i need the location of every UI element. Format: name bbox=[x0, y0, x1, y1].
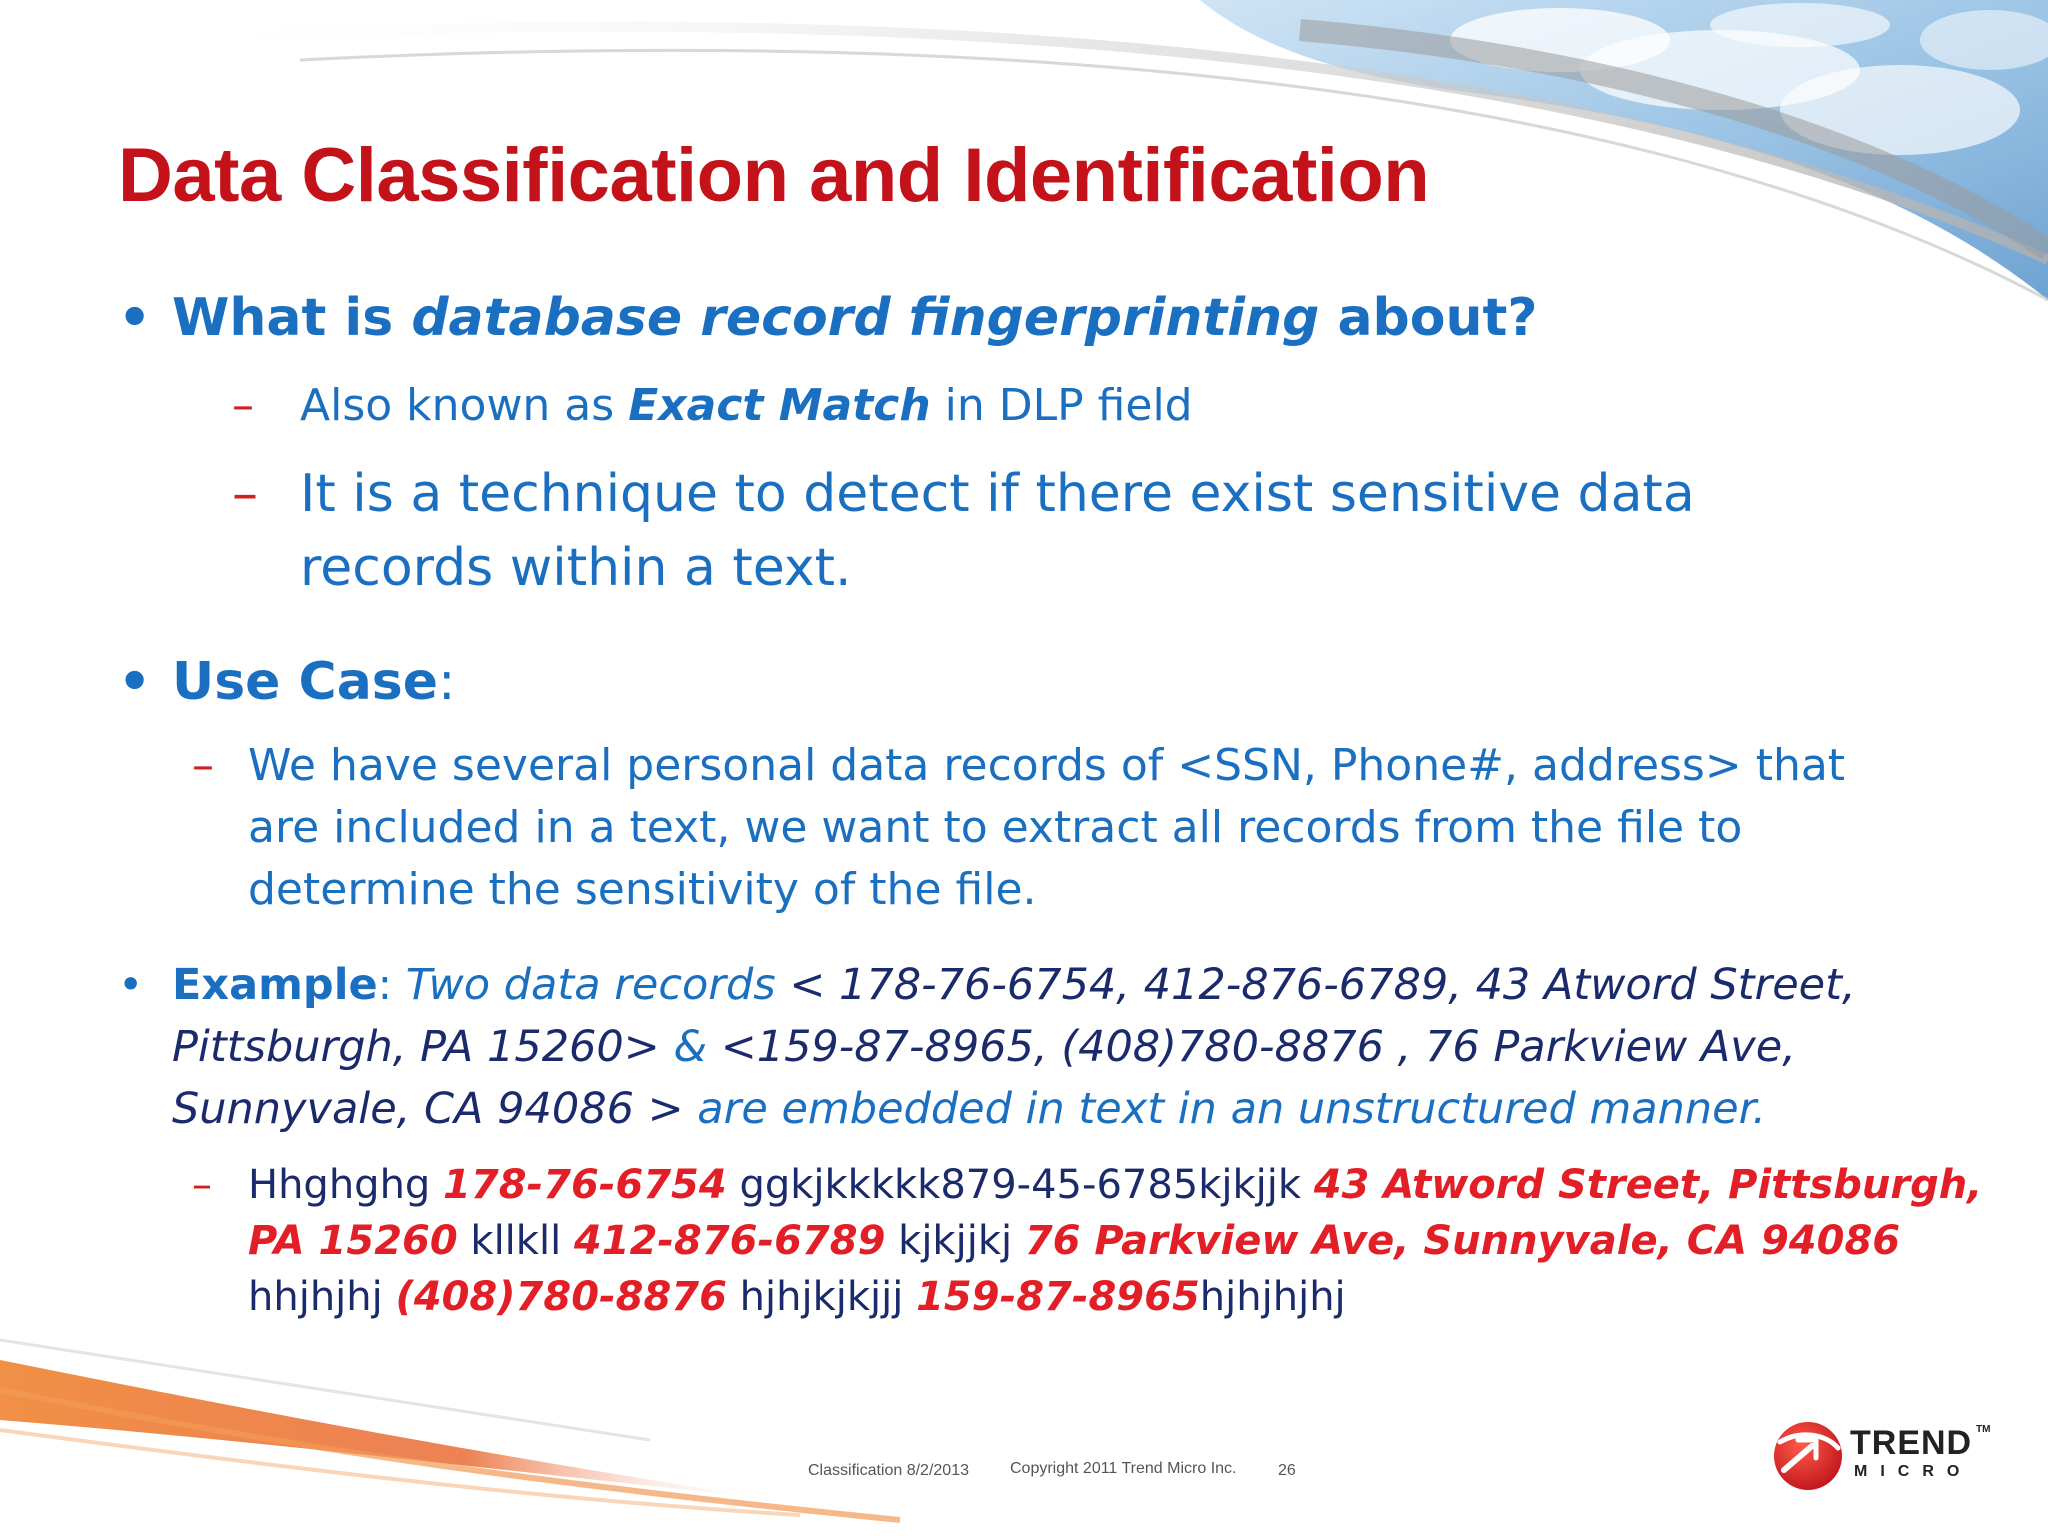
sub-text: Also known as bbox=[300, 380, 629, 431]
footer-classification: Classification 8/2/2013 bbox=[808, 1462, 969, 1479]
sample-match: 159-87-8965 bbox=[916, 1274, 1200, 1320]
sample-text: hhjhjhj bbox=[248, 1274, 396, 1320]
sample-text-line2 bbox=[248, 1218, 1900, 1264]
sub-bullet-technique-line2: records within a text. bbox=[300, 538, 852, 598]
sample-match: 178-76-6754 bbox=[443, 1162, 727, 1208]
dash-icon: – bbox=[192, 740, 214, 791]
example-line2 bbox=[172, 1022, 1796, 1072]
trend-micro-logo-icon bbox=[1774, 1422, 1842, 1490]
sample-match: 412-876-6789 bbox=[573, 1218, 886, 1264]
sample-text-line1 bbox=[248, 1162, 1982, 1208]
dash-icon: – bbox=[232, 464, 258, 524]
logo-trend: TREND bbox=[1850, 1424, 1973, 1462]
sample-text: kjkjjkj bbox=[885, 1218, 1025, 1264]
sample-match: PA 15260 bbox=[248, 1218, 458, 1264]
sample-text: ggkjkkkkk879-45-6785kjkjjk bbox=[726, 1162, 1314, 1208]
bullet-heading: Use Case bbox=[172, 652, 439, 712]
example-record: Sunnyvale, CA 94086 > bbox=[172, 1084, 684, 1134]
example-text: Two data records bbox=[405, 960, 776, 1010]
example-line3 bbox=[172, 1084, 1766, 1134]
sample-text-line3 bbox=[248, 1274, 1346, 1320]
sample-text: Hhghghg bbox=[248, 1162, 444, 1208]
bullet-text: What is bbox=[172, 288, 412, 348]
example-line1 bbox=[172, 960, 1856, 1010]
sample-text: kllkll bbox=[457, 1218, 574, 1264]
logo-tm: TM bbox=[1976, 1424, 1991, 1435]
bullet-use-case bbox=[172, 652, 456, 712]
sample-match: 76 Parkview Ave, Sunnyvale, CA 94086 bbox=[1024, 1218, 1901, 1264]
sample-text: hjhjhjhj bbox=[1199, 1274, 1346, 1320]
bullet-text: about? bbox=[1319, 288, 1538, 348]
bullet-icon: • bbox=[118, 288, 152, 348]
sub-emphasis: Exact Match bbox=[628, 380, 931, 431]
use-case-line3: determine the sensitivity of the file. bbox=[248, 864, 1037, 915]
use-case-line2: are included in a text, we want to extract all records from the file to bbox=[248, 802, 1743, 853]
footer-page-number: 26 bbox=[1278, 1462, 1296, 1479]
example-record: < 178-76-6754, 412-876-6789, 43 Atword Street, bbox=[775, 960, 1856, 1010]
dash-icon: – bbox=[232, 380, 254, 431]
sample-match: 43 Atword Street, Pittsburgh, bbox=[1313, 1162, 1983, 1208]
logo-micro: MICRO bbox=[1854, 1463, 1973, 1480]
example-heading: Example bbox=[172, 960, 378, 1010]
example-text: : bbox=[377, 960, 406, 1010]
sub-bullet-technique-line1: It is a technique to detect if there exist sensitive data bbox=[300, 464, 1695, 524]
bullet-icon: • bbox=[118, 652, 152, 712]
sample-text: hjhjkjkjjj bbox=[726, 1274, 917, 1320]
bullet-text: : bbox=[438, 652, 456, 712]
sub-text: in DLP field bbox=[930, 380, 1193, 431]
example-text: are embedded in text in an unstructured manner. bbox=[683, 1084, 1767, 1134]
example-record: <159-87-8965, (408)780-8876 , 76 Parkview Ave, bbox=[720, 1022, 1796, 1072]
example-record: Pittsburgh, PA 15260> bbox=[172, 1022, 660, 1072]
footer-copyright: Copyright 2011 Trend Micro Inc. bbox=[1010, 1460, 1237, 1477]
bullet-emphasis: database record fingerprinting bbox=[411, 288, 1320, 348]
bullet-icon: • bbox=[118, 960, 144, 1010]
slide-title: Data Classification and Identification bbox=[118, 133, 1430, 218]
bullet-what-is bbox=[172, 288, 1538, 348]
sub-bullet-exact-match bbox=[300, 380, 1193, 431]
example-text: & bbox=[659, 1022, 721, 1072]
sample-match: (408)780-8876 bbox=[395, 1274, 727, 1320]
use-case-line1: We have several personal data records of <SSN, Phone#, address> that bbox=[248, 740, 1846, 791]
dash-icon: – bbox=[192, 1162, 212, 1208]
